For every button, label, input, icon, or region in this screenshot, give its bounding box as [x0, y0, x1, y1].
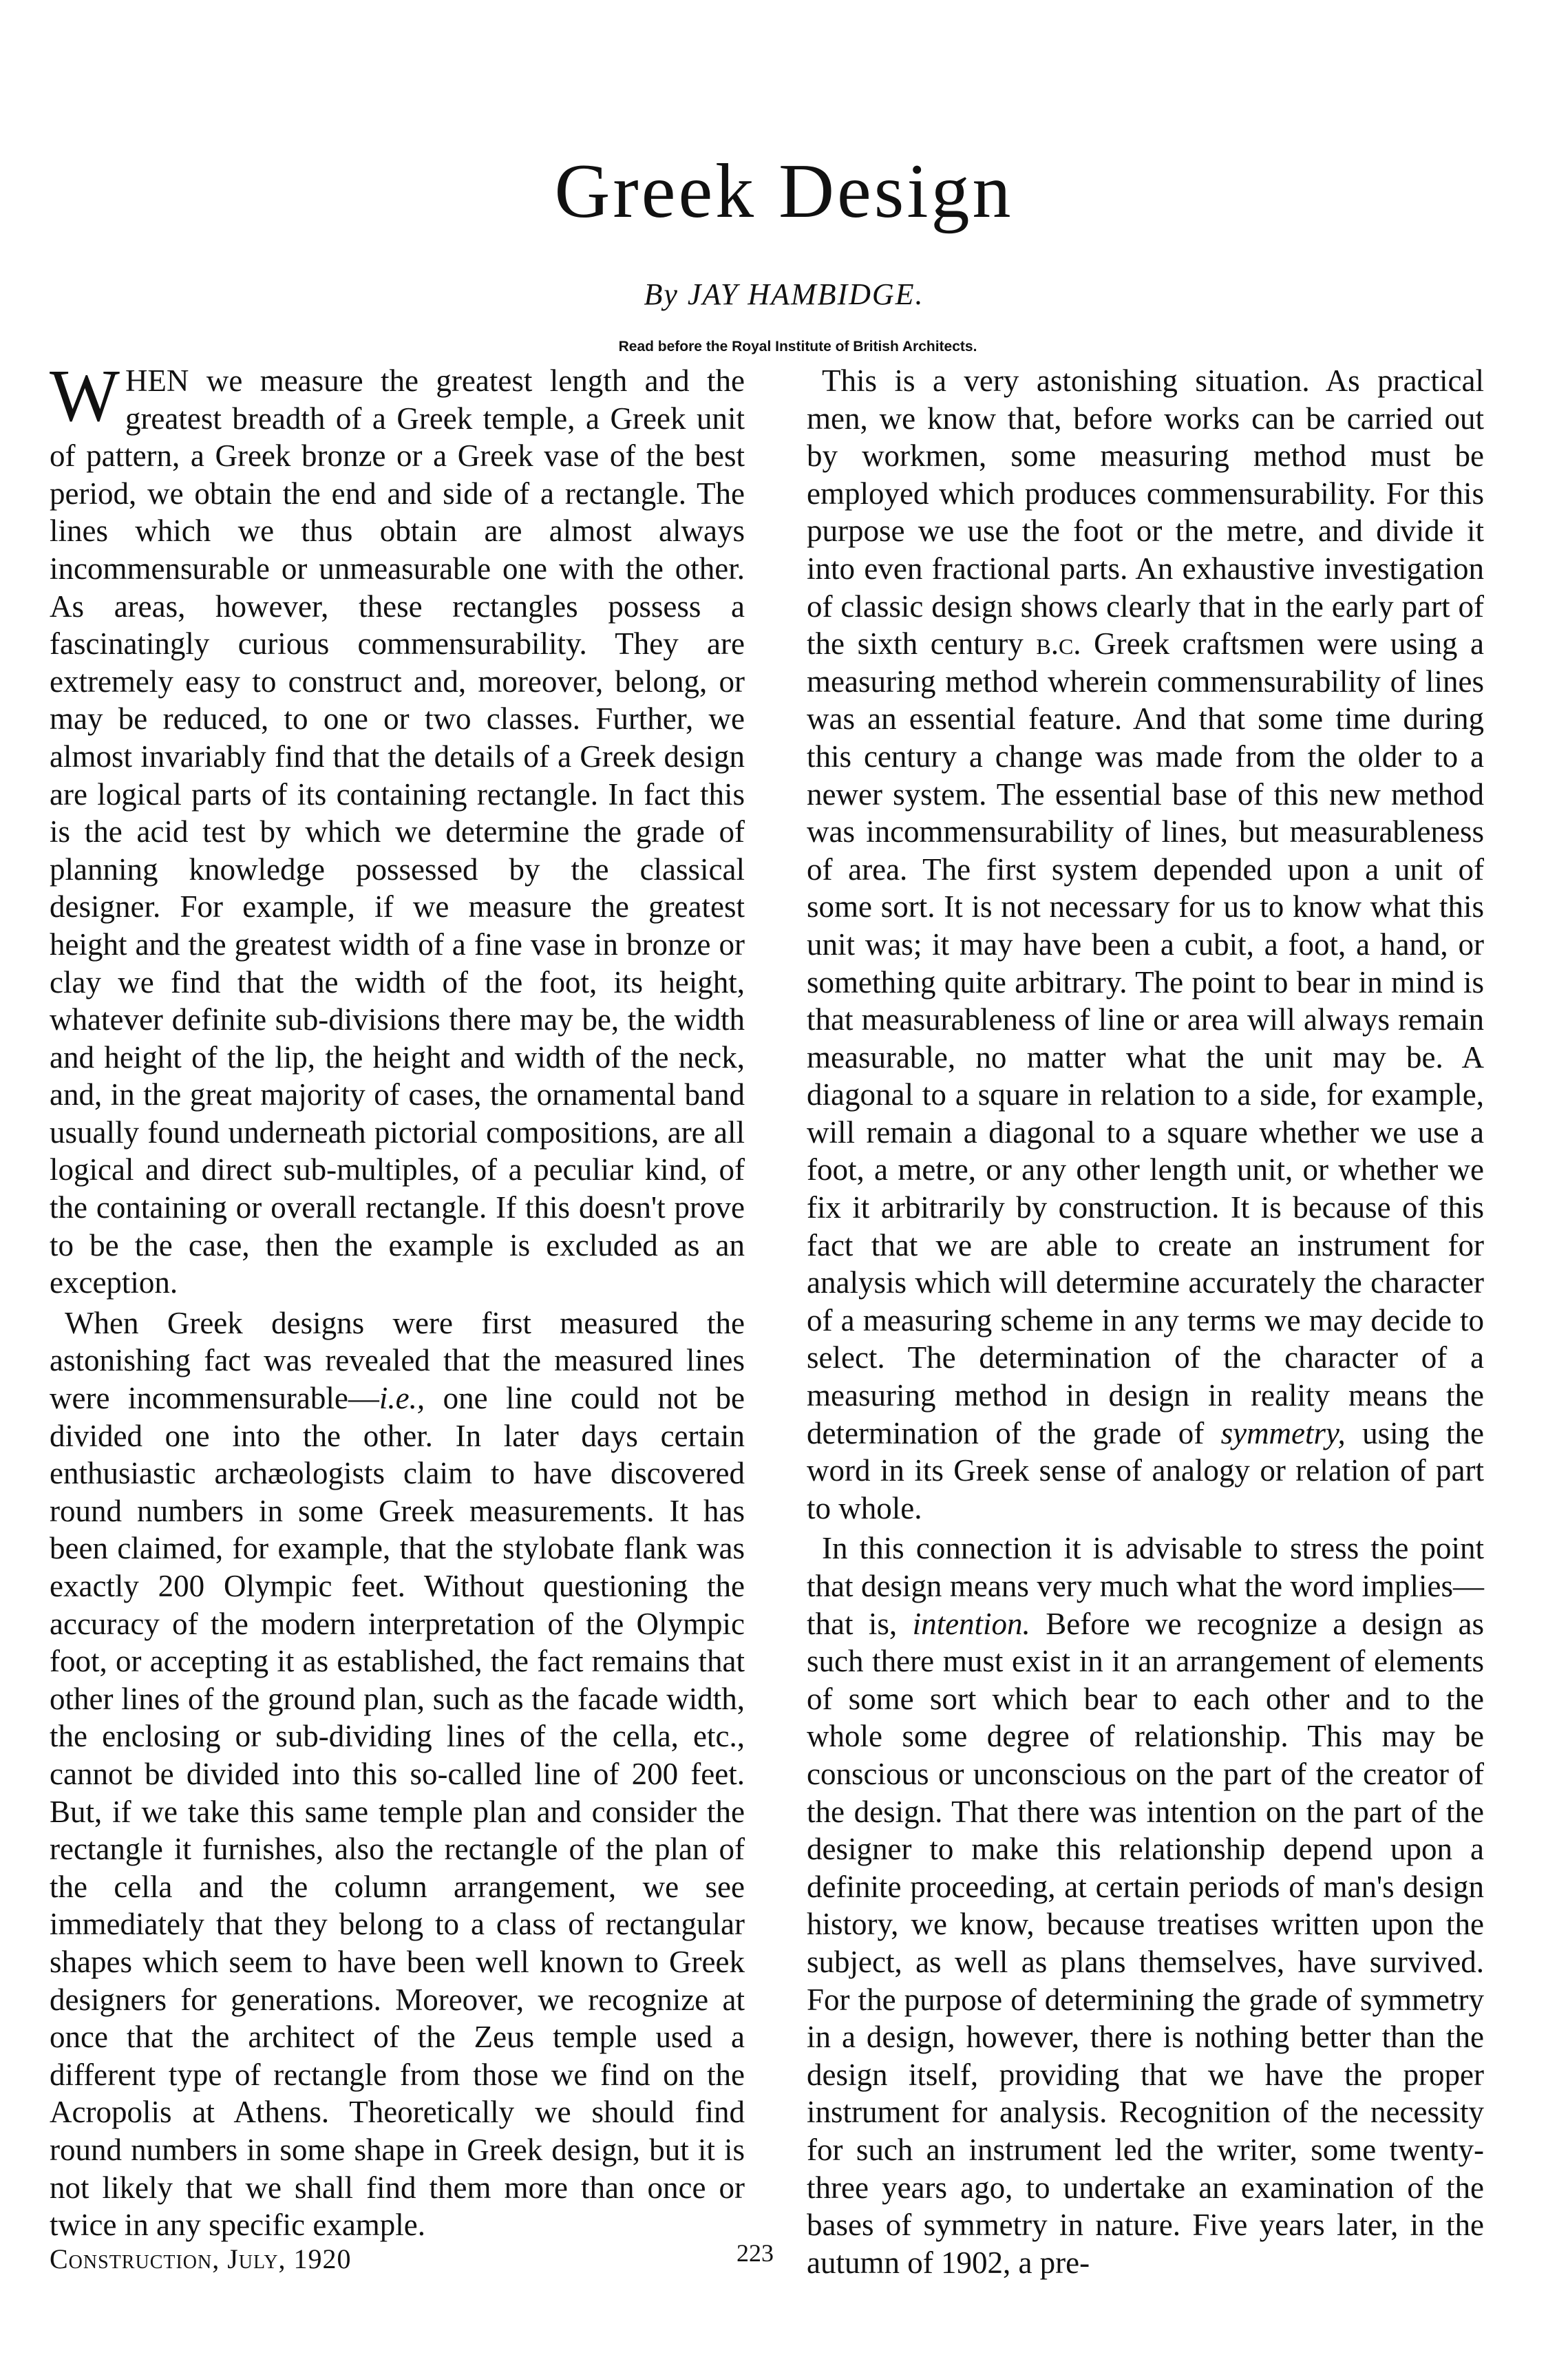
author-byline: By JAY HAMBIDGE.	[644, 277, 924, 311]
paragraph-text: Greek craftsmen were using a measuring method wherein commensurability of lines was an essential feature. And that some time during this century a change was made from the older to a newer system. The essential base of this new method was incommensurability of lines, but measurableness of area. The first system depended upon a unit of some sort. It is not necessary for us to know what this unit was; it may have been a cubit, a foot, a hand, or something quite arbitrary. The point to bear in mind is that measurableness of line or area will always remain measurable, no matter what the unit may be. A diagonal to a square in relation to a side, for example, will remain a diagonal to a square whether we use a foot, a metre, or any other length unit, or whether we fix it arbitrarily by construction. It is because of this fact that we are able to create an instrument for analysis which will determine accurately the character of a measuring scheme in any terms we may decide to select. The determination of the character of a measuring method in design in reality means the determination of the grade of	[807, 626, 1484, 1450]
paragraph-text: HEN we measure the greatest length and the greatest breadth of a Greek temple, a Greek unit of pattern, a Greek bronze or a Greek vase of the best period, we obtain the end and side of a rectangle. The lines which we thus obtain are almost always incommensurable or unmeasurable one with the other. As areas, however, these rectangles possess a fascinatingly curious commensurability. They are extremely easy to construct and, moreover, belong, or may be reduced, to one or two classes. Further, we almost invariably find that the details of a Greek design are logical parts of its containing rectangle. In fact this is the acid test by which we determine the grade of planning knowledge possessed by the classical designer. For example, if we measure the greatest height and the greatest width of a fine vase in bronze or clay we find that the width of the foot, its height, whatever definite sub-divisions there may be, the width and height of the lip, the height and width of the neck, and, in the great majority of cases, the ornamental band usually found underneath pictorial compositions, are all logical and direct sub-multiples, of a peculiar kind, of the containing or overall rectangle. If this doesn't prove to be the case, then the example is excluded as an exception.	[50, 363, 745, 1300]
paragraph	[807, 1530, 1484, 2281]
article-title: Greek Design	[554, 149, 1014, 234]
publication-footer: Construction, July, 1920	[50, 2243, 352, 2274]
italic-text: i.e.,	[379, 1381, 425, 1416]
paragraph-text: In this connection it is advisable to stress the point that design means very much what the word implies—that is,	[807, 1531, 1484, 1641]
paragraph-text: one line could not be divided one into the other. In later days certain enthusiastic archæologists claim to have discovered round numbers in some Greek measurements. It has been claimed, for example, that the stylobate flank was exactly 200 Olympic feet. Without questioning the accuracy of the modern interpretation of the Olympic foot, or accepting it as established, the fact remains that other lines of the ground plan, such as the facade width, the enclosing or sub-dividing lines of the cella, etc., cannot be divided into this so-called line of 200 feet. But, if we take this same temple plan and consider the rectangle it furnishes, also the rectangle of the plan of the cella and the column arrangement, we see immediately that they belong to a class of rectangular shapes which seem to have been well known to Greek designers for generations. Moreover, we recognize at once that the architect of the Zeus temple used a different type of rectangle from those we find on the Acropolis at Athens. Theoretically we should find round numbers in some shape in Greek design, but it is not likely that we shall find them more than once or twice in any specific example.	[50, 1381, 745, 2243]
paragraph	[50, 355, 745, 1302]
italic-text: intention.	[912, 1606, 1030, 1641]
right-column	[807, 362, 1484, 2281]
paragraph	[807, 362, 1484, 1527]
page-number: 223	[737, 2239, 774, 2267]
left-column	[50, 355, 745, 2244]
paragraph-text: using the word in its Greek sense of analogy or relation of part to whole.	[807, 1415, 1484, 1525]
paragraph	[50, 1304, 745, 2244]
italic-text: symmetry,	[1220, 1415, 1346, 1450]
read-before-note: Read before the Royal Institute of British Architects.	[618, 339, 977, 355]
paragraph-text: Before we recognize a design as such there must exist in it an arrangement of elements of some sort which bear to each other and to the whole some degree of relationship. This may be conscious or unconscious on the part of the creator of the design. That there was intention on the part of the designer to make this relationship depend upon a definite proceeding, at certain periods of man's design history, we know, because treatises written upon the subject, as well as plans themselves, have survived. For the purpose of determining the grade of symmetry in a design, however, there is nothing better than the design itself, providing that we have the proper instrument for analysis. Recognition of the necessity for such an instrument led the writer, some twenty-three years ago, to undertake an examination of the bases of symmetry in nature. Five years later, in the autumn of 1902, a pre-	[807, 1606, 1485, 2280]
small-caps-text: b.c.	[1036, 626, 1081, 662]
paragraph-text: This is a very astonishing situation. As practical men, we know that, before works can be carried out by workmen, some measuring method must be employed which produces commensurability. For this purpose we use the foot or the metre, and divide it into even fractional parts. An exhaustive investigation of classic design shows clearly that in the early part of the sixth century	[807, 363, 1484, 662]
paragraph-text: When Greek designs were first measured the astonishing fact was revealed that the measured lines were incommensurable—	[50, 1305, 745, 1416]
drop-cap: W	[50, 355, 120, 437]
